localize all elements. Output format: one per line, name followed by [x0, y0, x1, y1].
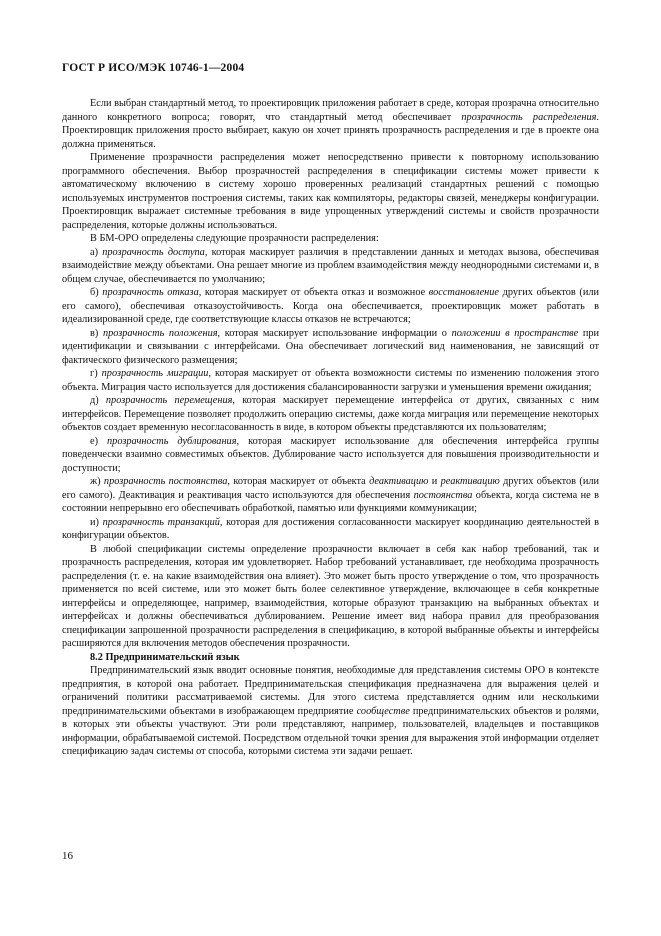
- paragraph-enterprise-language: Предпринимательский язык вводит основные понятия, необходимые для представления системы ОРО в контексте предприятия, в которой она работает. Предпринимательская спецификация предназначена для выражения целей и ограничений политики рассматриваемой системы. Для этого система представляется одним или несколькими предпринимательскими объектами в изображающем предприятие сообществе предпринимательских объектов и ролями, в которых эти объекты участвуют. Эти роли представляют, например, пользователей, владельцев и поставщиков информации, обрабатываемой системой. Посредством отдельной точки зрения для выражения этой информации отделяет спецификацию задач системы от способа, которыми система эти задачи решает.: [62, 665, 600, 757]
- list-item-replication-transparency: е) прозрачность дублирования, которая маскирует использование для обеспечения интерфейса группы поведенчески взаимно совместимых объектов. Дублирование часто используется для повышения производительности и доступности;: [62, 435, 600, 474]
- paragraph-reuse: Применение прозрачности распределения может непосредственно привести к повторному использованию программного обеспечения. Выбор прозрачностей распределения в спецификации системы может привести к автоматическому включению в систему хорошо проверенных реализаций стандартных решений с помощью используемых инструментов построения системы, таких как компиляторы, редакторы связей, менеджеры конфигурации. Проектировщик выражает системные требования в виде упрощенных утверждений системы и свойств прозрачности распределения, которые должны использоваться.: [62, 152, 599, 231]
- paragraph-standard-method: Если выбран стандартный метод, то проектировщик приложения работает в среде, которая прозрачна относительно данного конкретного вопроса; говорят, что стандартный метод обеспечивает прозрачность распределения. Проектировщик приложения просто выбирает, какую он хочет принять прозрачность распределения и где в проекте она должна применяться.: [62, 98, 599, 150]
- paragraph-transparencies-intro: В БМ-ОРО определены следующие прозрачности распределения:: [90, 233, 379, 244]
- list-item-access-transparency: а) прозрачность доступа, которая маскирует различия в представлении данных и методах вызова, обеспечивая взаимодействие между объектами. Она решает многие из проблем взаимодействия между неоднородными системами и, в общем случае, обеспечивается по умолчанию;: [62, 246, 599, 285]
- list-item-transaction-transparency: и) прозрачность транзакций, которая для достижения согласованности маскирует координацию деятельностей в конфигурации объектов.: [62, 516, 599, 541]
- page-number: 16: [62, 850, 73, 862]
- list-item-failure-transparency: б) прозрачность отказа, которая маскирует от объекта отказ и возможное восстановление других объектов (или его самого), обеспечивая отказоустойчивость. Когда она обеспечивается, проектировщик может работать в идеализированной среде, где соответствующие классы отказов не встречаются;: [62, 287, 599, 325]
- list-item-persistence-transparency: ж) прозрачность постоянства, которая маскирует от объекта деактивацию и реактивацию других объектов (или его самого). Деактивация и реактивация часто используются для обеспечения постоянства объекта, когда система не в состоянии непрерывно его обеспечивать обработкой, памятью или функциями коммуникации;: [62, 476, 599, 514]
- list-item-location-transparency: в) прозрачность положения, которая маскирует использование информации о положении в пространстве при идентификации и связывании с интерфейсами. Она обеспечивает логический вид наименования, не зависящий от фактического физического размещения;: [62, 327, 599, 366]
- paragraph-transparency-specification: В любой спецификации системы определение прозрачности включает в себя как набор требований, так и прозрачность распределения, которая им удовлетворяет. Набор требований устанавливает, где необходима прозрачность распределения (т. е. на какие взаимодействия она влияет). Это может быть просто утверждение о том, что прозрачность применяется по всей системе, или это может быть более селективное утверждение, включающее в себя конкретные интерфейсы и определяющее, например, взаимодействия, которые образуют транзакцию на выбранных объектах и интерфейсах и должны обеспечиваться дублированием. Решение имеет вид набора правил для преобразования спецификации запрошенной прозрачности распределения в спецификацию, в которой выбранные объекты и интерфейсы расширяются для включения методов обеспечения прозрачности.: [62, 543, 599, 649]
- document-body: [62, 97, 599, 759]
- section-heading-enterprise-language: 8.2 Предпринимательский язык: [90, 651, 240, 663]
- document-header: ГОСТ Р ИСО/МЭК 10746-1—2004: [62, 62, 245, 74]
- list-item-migration-transparency: г) прозрачность миграции, которая маскирует от объекта возможности системы по изменению положения этого объекта. Миграция часто используется для достижения сбалансированности загрузки и уменьшения времени ожидания;: [62, 368, 599, 393]
- list-item-relocation-transparency: д) прозрачность перемещения, которая маскирует перемещение интерфейса от других, связанных с ним интерфейсов. Перемещение позволяет продолжить операцию системы, даже когда миграция или перемещение некоторых объектов создает временную несогласованность в виде, в котором объекты представляются их пользователям;: [62, 395, 600, 433]
